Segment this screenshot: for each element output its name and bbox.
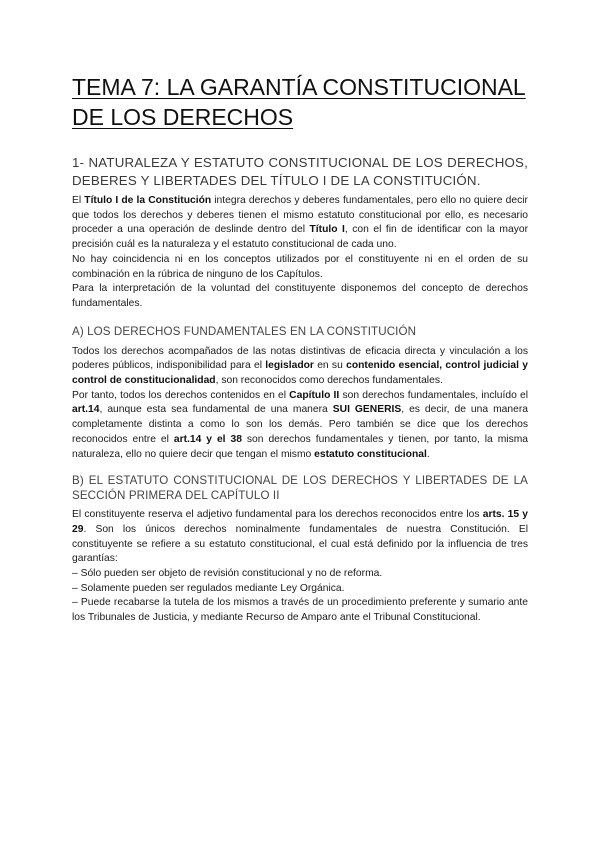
section-a-body <box>72 345 528 463</box>
section-b-paragraph-1: El constituyente reserva el adjetivo fundamental para los derechos reconocidos entre los arts. 15 y 29. Son los únicos derechos nominalmente fundamentales de nuestra Constitución. El constituyente se refiere a su estatuto constitucional, el cual está definido por la influencia de tres garantías: <box>72 509 528 565</box>
section-a-paragraph-2: Por tanto, todos los derechos contenidos en el Capítulo II son derechos fundamentales, incluído el art.14, aunque esta sea fundamental de una manera SUI GENERIS, es decir, de una manera completamente distinta a como lo son los demás. Pero también se dice que los derechos reconocidos entre el art.14 y el 38 son derechos fundamentales y tienen, por tanto, la misma naturaleza, ello no quiere decir que tengan el mismo estatuto constitucional. <box>72 389 529 460</box>
document-page <box>72 72 528 626</box>
section-1-paragraph-2: No hay coincidencia ni en los conceptos utilizados por el constituyente ni en el orden de su combinación en la rúbrica de ninguno de los Capítulos. <box>72 253 528 280</box>
section-b-heading: B) EL ESTATUTO CONSTITUCIONAL DE LOS DERECHOS Y LIBERTADES DE LA SECCIÓN PRIMERA DEL CAPÍTULO II <box>72 474 528 503</box>
section-a-heading: A) LOS DERECHOS FUNDAMENTALES EN LA CONSTITUCIÓN <box>72 324 417 338</box>
section-1-paragraph-3: Para la interpretación de la voluntad del constituyente disponemos del concepto de derechos fundamentales. <box>72 283 528 309</box>
document-title: TEMA 7: LA GARANTÍA CONSTITUCIONAL DE LOS DERECHOS <box>72 74 526 130</box>
section-1-heading: 1- NATURALEZA Y ESTATUTO CONSTITUCIONAL DE LOS DERECHOS, DEBERES Y LIBERTADES DEL TÍTULO I DE LA CONSTITUCIÓN. <box>72 155 528 188</box>
list-item: – Sólo pueden ser objeto de revisión constitucional y no de reforma. <box>72 568 383 580</box>
list-item: – Solamente pueden ser regulados mediante Ley Orgánica. <box>72 582 345 594</box>
section-1-body <box>72 194 528 312</box>
section-a-paragraph-1: Todos los derechos acompañados de las notas distintivas de eficacia directa y vinculación a los poderes públicos, indisponibilidad para el legislador en su contenido esencial, control judicial y control de constitucionalidad, son reconocidos como derechos fundamentales. <box>72 345 528 387</box>
section-b-body <box>72 508 528 626</box>
list-item: – Puede recabarse la tutela de los mismos a través de un procedimiento preferente y sumario ante los Tribunales de Justicia, y mediante Recurso de Amparo ante el Tribunal Constitucional. <box>72 597 528 624</box>
section-1-paragraph-1: El Título I de la Constitución integra derechos y deberes fundamentales, pero ello no quiere decir que todos los derechos y deberes tienen el mismo estatuto constitucional por ello, es necesario proceder a una operación de deslinde dentro del Título I, con el fin de identificar con la mayor precisión cuál es la naturaleza y el estatuto constitucional de cada uno. <box>72 195 529 251</box>
